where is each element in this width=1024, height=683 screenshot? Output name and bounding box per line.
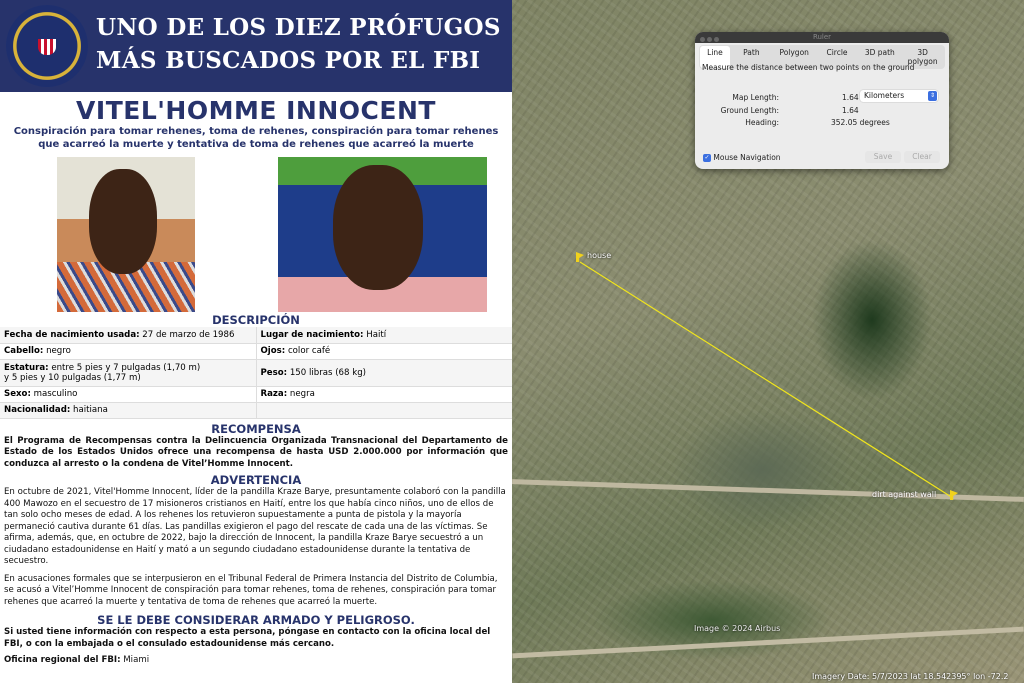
image-credit: Image © 2024 Airbus [694,624,781,633]
photo-2 [278,157,487,312]
header-line-1: UNO DE LOS DIEZ PRÓFUGOS [96,14,501,41]
ruler-dialog: Ruler Line Path Polygon Circle 3D path 3D polygon Measure the distance between two points on the ground Map Length: 1.64 Kilometers ⇕ Ground Length: 1.64 Heading: 352.05 degrees ✓ Mouse Navigation Save Clear [695,32,949,169]
updown-chevron-icon: ⇕ [929,92,936,99]
wanted-poster: UNO DE LOS DIEZ PRÓFUGOS MÁS BUSCADOS POR EL FBI VITEL'HOMME INNOCENT Conspiración para tomar rehenes, toma de rehenes, conspiración para tomar rehenes que acarreó la muerte y tentativa de toma de rehenes que acarreó la muerte DESCRIPCIÓN Fecha de nacimiento usada: 27 de marzo de 1986 Lugar de nacimiento: Haití Cabello: negro Ojos: color café Estatura: entre 5 pies y 7 pulgadas (1,70 m) y 5 pies y 10 pulgadas (1,77 m) Peso: 150 libras (68 kg) Sexo: masculino Raza: negra Nacionalidad: haitiana RECOMPENSA El Programa de Recompensas contra la Delincuencia Organizada Transnacional del Departamento de Estado de los Estados Unidos ofrece una recompensa de hasta USD 2.000.000 por información que conduzca al arresto o la condena de Vitel’Homme Innocent. ADVERTENCIA En octubre de 2021, Vitel'Homme Innocent, líder de la pandilla Kraze Barye, presuntamente colaboró con la pandilla 400 Mawozo en el secuestro de 17 misioneros cristianos en Haití, entre los que había cinco niños, uno de ellos de tan solo ocho meses de edad. A los rehenes los retuvieron supuestamente a punta de pistola y la mayoría permaneció cautiva durante 61 días. Las pandillas exigieron el pago del rescate de cada una de las víctimas. Se afirma, además, que, en octubre de 2022, bajo la dirección de Innocent, la pandilla Kraze Barye secuestró a un ciudadano estadounidense en Haití y mató a un segundo ciudadano estadounidense durante la tentativa de secuestro. En acusaciones formales que se interpusieron en el Tribunal Federal de Primera Instancia del Distrito de Columbia, se acusó a Vitel’Homme Innocent de conspiración para tomar rehenes, toma de rehenes, conspiración para tomar rehenes que acarreó la muerte y tentativa de toma de rehenes que acarreó la muerte. SE LE DEBE CONSIDERAR ARMADO Y PELIGROSO. Si usted tiene información con respecto a esta persona, póngase en contacto con la oficina local del FBI, o con la embajada o el consulado estadounidense más cercano. Oficina regional del FBI: Miami [0,0,512,683]
measure-line [580,262,953,498]
tab-line[interactable]: Line [700,46,730,68]
satellite-map[interactable] [512,0,1024,683]
ground-length-value: 1.64 [842,106,859,115]
map-length-value: 1.64 [842,93,859,102]
fugitive-name: VITEL'HOMME INNOCENT [76,96,436,125]
checkbox-checked-icon: ✓ [704,154,710,161]
tab-polygon[interactable]: Polygon [779,48,809,57]
field-office: Miami [123,655,150,665]
warning-paragraph-2: En acusaciones formales que se interpusieron en el Tribunal Federal de Primera Instancia del Distrito de Columbia, se acusó a Vitel’Homme Innocent de conspiración para tomar rehenes, toma de rehenes, conspiración para tomar rehenes que acarreó la muerte y tentativa de toma de rehenes que acarreó la muerte. [4,573,498,607]
reward-text: El Programa de Recompensas contra la Delincuencia Organizada Transnacional del Departamento de Estado de los Estados Unidos ofrece una recompensa de hasta USD 2.000.000 por información que conduzca al arresto o la condena de Vitel’Homme Innocent. [4,435,508,469]
warning-heading: ADVERTENCIA [210,473,302,487]
save-button[interactable]: Save [865,151,901,163]
poster-header [0,0,512,92]
unit-select[interactable]: Kilometers ⇕ [860,90,938,102]
heading-value: 352.05 degrees [831,118,890,127]
placemark-dirt-wall[interactable]: dirt against wall [872,490,937,499]
description-heading: DESCRIPCIÓN [212,313,300,327]
fbi-seal-logo [6,5,88,87]
tab-3d-polygon[interactable]: 3D polygon [907,48,938,66]
status-bar: Imagery Date: 5/7/2023 lat 18.542395° lon -72.2 [812,672,1009,681]
charges: Conspiración para tomar rehenes, toma de rehenes, conspiración para tomar rehenes que acarreó la muerte y tentativa de toma de rehenes que acarreó la muerte [13,126,499,150]
placemark-house[interactable]: house [587,251,612,260]
tab-3d-path[interactable]: 3D path [864,48,895,57]
description-table: Fecha de nacimiento usada: 27 de marzo de 1986 Lugar de nacimiento: Haití Cabello: negro Ojos: color café Estatura: entre 5 pies y 7 pulgadas (1,70 m) y 5 pies y 10 pulgadas (1,77 m) Peso: 150 libras (68 kg) Sexo: masculino Raza: negra Nacionalidad: haitiana [0,327,512,419]
tab-path[interactable]: Path [743,48,760,57]
mouse-navigation-checkbox[interactable]: ✓ Mouse Navigation [704,153,781,162]
ruler-titlebar[interactable]: Ruler [695,32,949,43]
contact-text: Si usted tiene información con respecto a esta persona, póngase en contacto con la oficina local del FBI, o con la embajada o el consulado estadounidense más cercano. [4,627,491,649]
clear-button[interactable]: Clear [904,151,940,163]
reward-heading: RECOMPENSA [211,421,301,436]
ruler-instruction: Measure the distance between two points on the ground [702,63,915,72]
warning-paragraph-1: En octubre de 2021, Vitel'Homme Innocent, líder de la pandilla Kraze Barye, presuntamente colaboró con la pandilla 400 Mawozo en el secuestro de 17 misioneros cristianos en Haití, entre los que había cinco niños, uno de ellos de tan solo ocho meses de edad. A los rehenes los retuvieron supuestamente a punta de pistola y la mayoría permaneció cautiva durante 61 días. Las pandillas exigieron el pago del rescate de cada una de las víctimas. Se afirma, además, que, en octubre de 2022, bajo la dirección de Innocent, la pandilla Kraze Barye secuestró a un ciudadano estadounidense en Haití y mató a un segundo ciudadano estadounidense durante la tentativa de secuestro. [4,487,506,566]
header-line-2: MÁS BUSCADOS POR EL FBI [96,47,481,74]
photo-1 [57,157,195,312]
armed-warning: SE LE DEBE CONSIDERAR ARMADO Y PELIGROSO. [97,613,415,627]
tab-circle[interactable]: Circle [826,48,848,57]
